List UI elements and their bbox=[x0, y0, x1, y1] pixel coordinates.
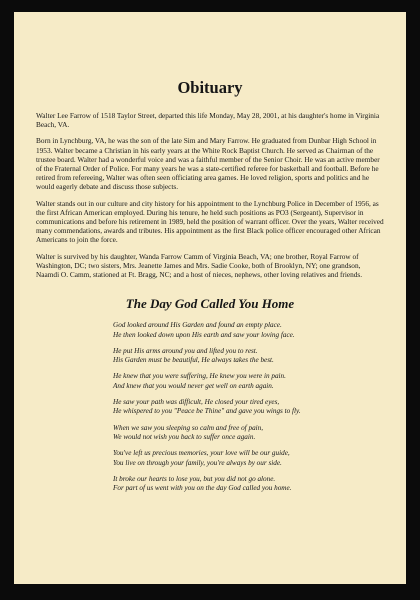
obituary-paragraph: Born in Lynchburg, VA, he was the son of the late Sim and Mary Farrow. He graduated from Dunbar High School in 1953. Walter became a Christian in his early years at the White Rock Baptist Church. He served as Chairman of the trustee board. Walter had a wonderful voice and was a faithful member of the Senior Choir. He was an active member of the Fraternal Order of Police. For many years he was a state-certified referee for basketball and football. Before he retired from refereeing, Walter was often seen officiating area games. He loved religion, sports and politics and he would eagerly debate and discuss those subjects. bbox=[36, 136, 380, 192]
poem-title: The Day God Called You Home bbox=[125, 296, 295, 312]
poem-line: He put His arms around you and lifted you to rest. bbox=[113, 346, 258, 355]
poem-stanza bbox=[113, 424, 384, 443]
obituary-page bbox=[14, 12, 406, 584]
obituary-paragraph: Walter Lee Farrow of 1518 Taylor Street, departed this life Monday, May 28, 2001, at his daughter's home in Virginia Beach, VA. bbox=[36, 111, 380, 130]
poem-line: He then looked down upon His earth and saw your loving face. bbox=[113, 330, 295, 339]
poem-stanza bbox=[113, 347, 384, 366]
poem-line: You've left us precious memories, your love will be our guide, bbox=[113, 449, 290, 458]
poem-line: We would not wish you back to suffer once again. bbox=[113, 432, 256, 441]
poem-line: When we saw you sleeping so calm and free of pain, bbox=[113, 423, 264, 432]
poem-line: It broke our hearts to lose you, but you did not go alone. bbox=[113, 474, 276, 483]
poem-stanza bbox=[113, 398, 384, 417]
obituary-paragraph: Walter stands out in our culture and city history for his appointment to the Lynchburg Police in December of 1956, as the first African American employed. During his tenure, he held such positions as PO3 (Sergeant), Supervisor in communications and before his retirement in 1989, held the position of warrant officer. Over the years, Walter received many commendations, awards and tributes. His appointment as the first Black police officer encouraged other African Americans to join the force. bbox=[36, 198, 384, 245]
poem-line: He whispered to you "Peace be Thine" and gave you wings to fly. bbox=[113, 407, 301, 416]
poem-stanza bbox=[113, 449, 384, 468]
poem-line: You live on through your family, you're always by our side. bbox=[113, 458, 282, 467]
poem-stanza bbox=[113, 372, 384, 391]
poem-stanza bbox=[113, 475, 384, 494]
obituary-paragraph: Walter is survived by his daughter, Wanda Farrow Camm of Virginia Beach, VA; one brother, Royal Farrow of Washington, DC; two sisters, Mrs. Jeanette James and Mrs. Sadie Cooke, both of Brooklyn, NY; one grandson, Naamdi O. Camm, stationed at Ft. Bragg, NC; and a host of nieces, nephews, other loving relatives and friends. bbox=[36, 251, 363, 280]
poem-line: And knew that you would never get well on earth again. bbox=[113, 381, 274, 390]
poem-line: God looked around His Garden and found an empty place. bbox=[113, 321, 282, 330]
poem-stanza bbox=[113, 321, 384, 340]
poem-line: He saw your path was difficult, He closed your tired eyes, bbox=[113, 398, 280, 407]
poem bbox=[113, 321, 384, 493]
poem-line: For part of us went with you on the day God called you home. bbox=[113, 484, 292, 493]
page-title: Obituary bbox=[177, 78, 243, 97]
poem-line: He knew that you were suffering, He knew you were in pain. bbox=[113, 372, 286, 381]
poem-line: His Garden must be beautiful, He always takes the best. bbox=[113, 356, 274, 365]
